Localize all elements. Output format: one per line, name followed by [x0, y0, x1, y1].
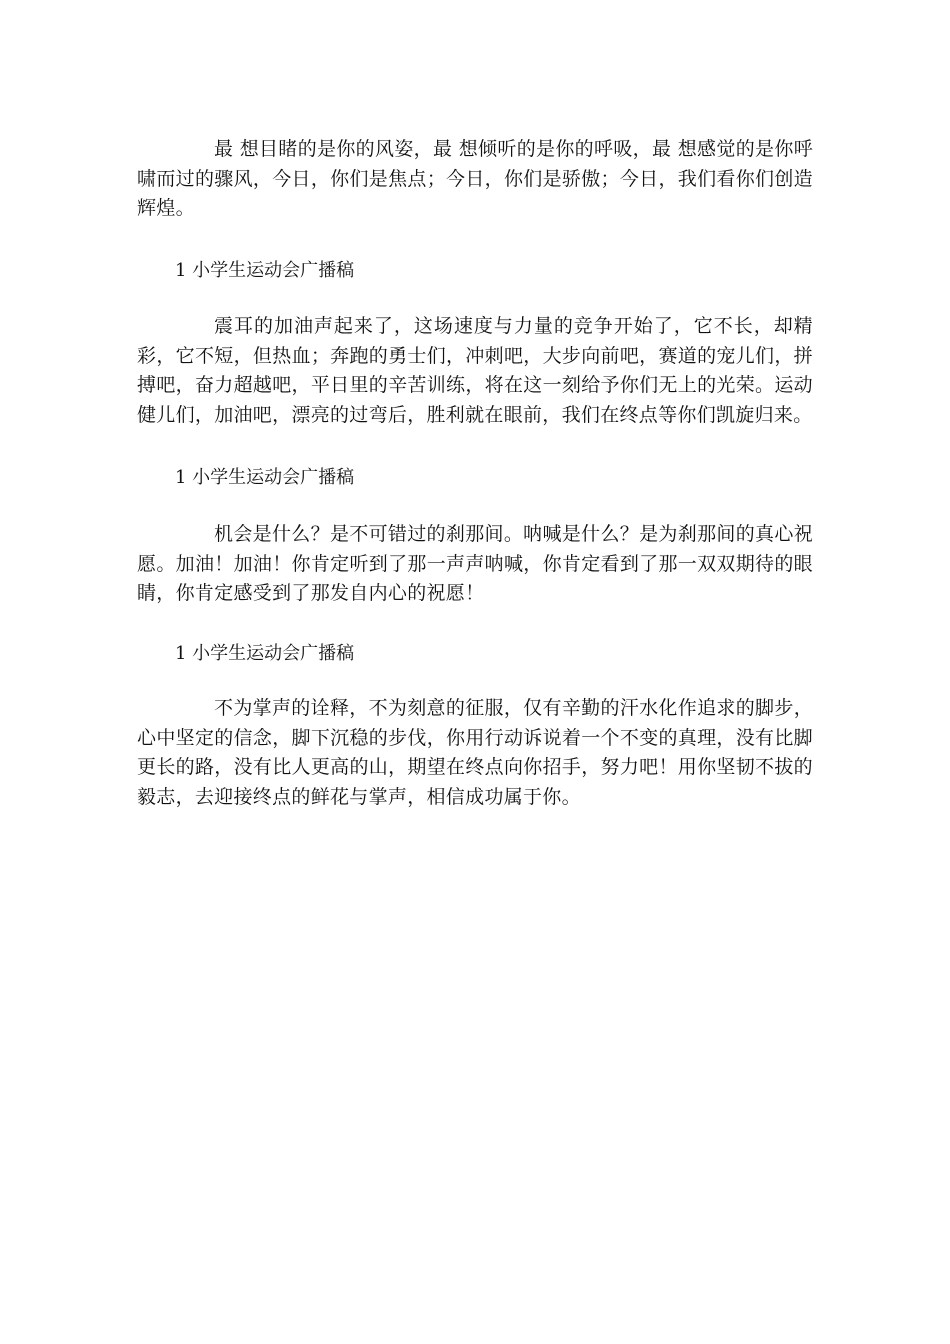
- section-heading: 1 小学生运动会广播稿: [175, 467, 355, 488]
- paragraph: 震耳的加油声起来了，这场速度与力量的竞争开始了，它不长，却精彩，它不短，但热血；奔跑的勇士们，冲刺吧，大步向前吧，赛道的宠儿们，拼搏吧，奋力超越吧，平日里的辛苦训练，将在这一刻给予你们无上的光荣。运动健儿们，加油吧，漂亮的过弯后，胜利就在眼前，我们在终点等你们凯旋归来。: [137, 315, 813, 426]
- section-heading: 1 小学生运动会广播稿: [175, 260, 355, 281]
- paragraph: 最 想目睹的是你的风姿，最 想倾听的是你的呼吸，最 想感觉的是你呼啸而过的骤风，今日，你们是焦点；今日，你们是骄傲；今日，我们看你们创造辉煌。: [137, 138, 813, 219]
- paragraph: 不为掌声的诠释，不为刻意的征服，仅有辛勤的汗水化作追求的脚步，心中坚定的信念，脚下沉稳的步伐，你用行动诉说着一个不变的真理，没有比脚更长的路，没有比人更高的山，期望在终点向你招手，努力吧！用你坚韧不拔的毅志，去迎接终点的鲜花与掌声，相信成功属于你。: [137, 697, 813, 808]
- paragraph: 机会是什么？是不可错过的刹那间。呐喊是什么？是为刹那间的真心祝愿。加油！加油！你肯定听到了那一声声呐喊，你肯定看到了那一双双期待的眼睛，你肯定感受到了那发自内心的祝愿！: [137, 523, 813, 604]
- section-heading: 1 小学生运动会广播稿: [175, 643, 355, 664]
